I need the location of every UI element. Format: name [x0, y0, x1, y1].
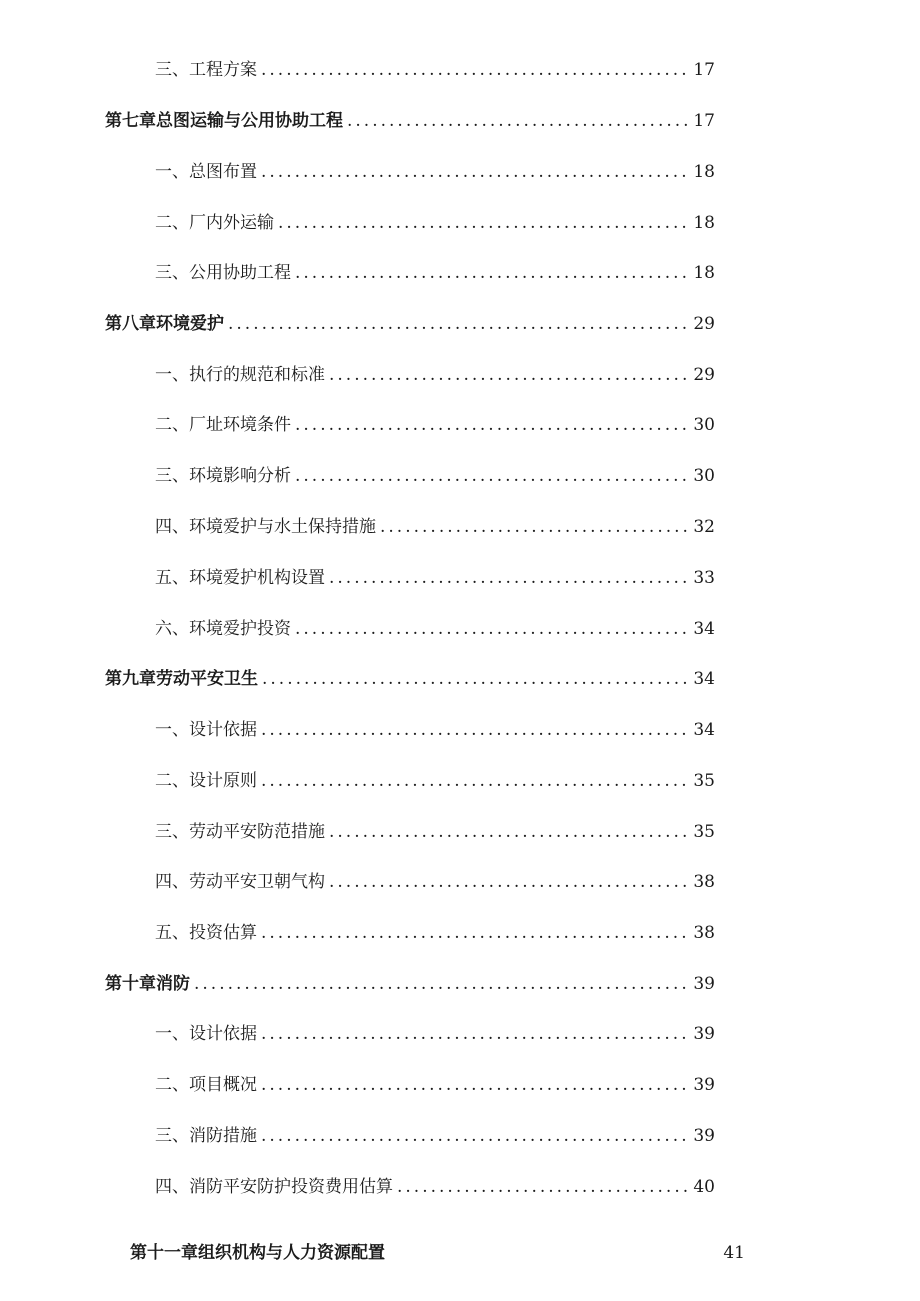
toc-entry[interactable] [155, 512, 715, 542]
toc-entry-title: 第七章总图运输与公用协助工程 [105, 111, 343, 131]
toc-page-number: 32 [693, 517, 715, 537]
toc-chapter-entry-last[interactable] [130, 1238, 745, 1268]
toc-entry-title: 三、工程方案 [155, 60, 257, 80]
toc-page-number: 17 [693, 111, 715, 131]
toc-entry-title: 二、设计原则 [155, 771, 257, 791]
toc-dot-leader [261, 715, 689, 745]
toc-entry-title: 三、公用协助工程 [155, 263, 291, 283]
toc-entry-title: 一、设计依据 [155, 1024, 257, 1044]
toc-entry[interactable] [155, 918, 715, 948]
toc-page-number: 39 [693, 1126, 715, 1146]
toc-entry[interactable] [155, 157, 715, 187]
toc-entry-title: 第十一章组织机构与人力资源配置 [130, 1243, 385, 1263]
toc-dot-leader [295, 461, 689, 491]
toc-entry[interactable] [155, 867, 715, 897]
toc-dot-leader [261, 157, 689, 187]
toc-page-number: 39 [693, 1024, 715, 1044]
toc-page-number: 29 [693, 365, 715, 385]
toc-page-number: 35 [693, 822, 715, 842]
toc-entry-title: 一、执行的规范和标准 [155, 365, 325, 385]
toc-entry[interactable] [155, 563, 715, 593]
toc-dot-leader [261, 55, 689, 85]
toc-page-number: 18 [693, 263, 715, 283]
toc-page-number: 39 [693, 1075, 715, 1095]
toc-entry-title: 五、投资估算 [155, 923, 257, 943]
toc-dot-leader [278, 208, 689, 238]
toc-page-number: 39 [693, 974, 715, 994]
toc-dot-leader [261, 1070, 689, 1100]
toc-page-number: 38 [693, 923, 715, 943]
toc-entry[interactable] [155, 1019, 715, 1049]
toc-entry[interactable] [155, 715, 715, 745]
toc-chapter-entry[interactable] [105, 664, 715, 694]
toc-chapter-entry[interactable] [105, 969, 715, 999]
toc-entry[interactable] [155, 258, 715, 288]
toc-dot-leader [295, 614, 689, 644]
toc-page-number: 38 [693, 872, 715, 892]
toc-entry-title: 二、厂址环境条件 [155, 415, 291, 435]
toc-entry[interactable] [155, 614, 715, 644]
toc-entry[interactable] [155, 461, 715, 491]
toc-chapter-entry[interactable] [105, 106, 715, 136]
toc-page-number: 40 [693, 1177, 715, 1197]
toc-entry-title: 六、环境爱护投资 [155, 619, 291, 639]
toc-page-number: 34 [693, 720, 715, 740]
toc-page-number: 17 [693, 60, 715, 80]
toc-dot-leader [380, 512, 689, 542]
toc-dot-leader [329, 563, 689, 593]
toc-dot-leader [262, 664, 689, 694]
toc-page-number: 18 [693, 162, 715, 182]
toc-page-number: 41 [723, 1243, 745, 1263]
toc-entry[interactable] [155, 55, 715, 85]
toc-entry-title: 一、总图布置 [155, 162, 257, 182]
toc-entry[interactable] [155, 1121, 715, 1151]
toc-page-number: 34 [693, 619, 715, 639]
toc-dot-leader [228, 309, 689, 339]
toc-dot-leader [329, 360, 689, 390]
toc-entry[interactable] [155, 1172, 715, 1202]
toc-dot-leader [261, 1019, 689, 1049]
toc-entry[interactable] [155, 360, 715, 390]
toc-entry-title: 一、设计依据 [155, 720, 257, 740]
toc-dot-leader [261, 1121, 689, 1151]
toc-entry[interactable] [155, 208, 715, 238]
toc-entry-title: 四、消防平安防护投资费用估算 [155, 1177, 393, 1197]
toc-dot-leader [329, 867, 689, 897]
toc-entry-title: 五、环境爱护机构设置 [155, 568, 325, 588]
toc-entry-title: 三、环境影响分析 [155, 466, 291, 486]
toc-entry[interactable] [155, 410, 715, 440]
toc-entry-title: 第十章消防 [105, 974, 190, 994]
toc-dot-leader [261, 918, 689, 948]
toc-entry-title: 二、厂内外运输 [155, 213, 274, 233]
toc-entry[interactable] [155, 766, 715, 796]
toc-entry[interactable] [155, 1070, 715, 1100]
toc-dot-leader [347, 106, 689, 136]
toc-dot-leader [329, 817, 689, 847]
toc-page-number: 33 [693, 568, 715, 588]
toc-entry-title: 四、环境爱护与水土保持措施 [155, 517, 376, 537]
toc-entry-title: 第九章劳动平安卫生 [105, 669, 258, 689]
toc-entry-title: 三、劳动平安防范措施 [155, 822, 325, 842]
toc-chapter-entry[interactable] [105, 309, 715, 339]
toc-entry-title: 四、劳动平安卫朝气构 [155, 872, 325, 892]
toc-dot-leader [295, 258, 689, 288]
toc-dot-leader [397, 1172, 689, 1202]
toc-page-number: 29 [693, 314, 715, 334]
toc-page-number: 35 [693, 771, 715, 791]
toc-page-number: 30 [693, 415, 715, 435]
toc-page-number: 34 [693, 669, 715, 689]
toc-dot-leader [194, 969, 689, 999]
toc-entry-title: 二、项目概况 [155, 1075, 257, 1095]
toc-dot-leader [261, 766, 689, 796]
toc-entry[interactable] [155, 817, 715, 847]
toc-entry-title: 第八章环境爱护 [105, 314, 224, 334]
toc-entry-title: 三、消防措施 [155, 1126, 257, 1146]
toc-dot-leader [295, 410, 689, 440]
toc-page-number: 18 [693, 213, 715, 233]
toc-page-number: 30 [693, 466, 715, 486]
